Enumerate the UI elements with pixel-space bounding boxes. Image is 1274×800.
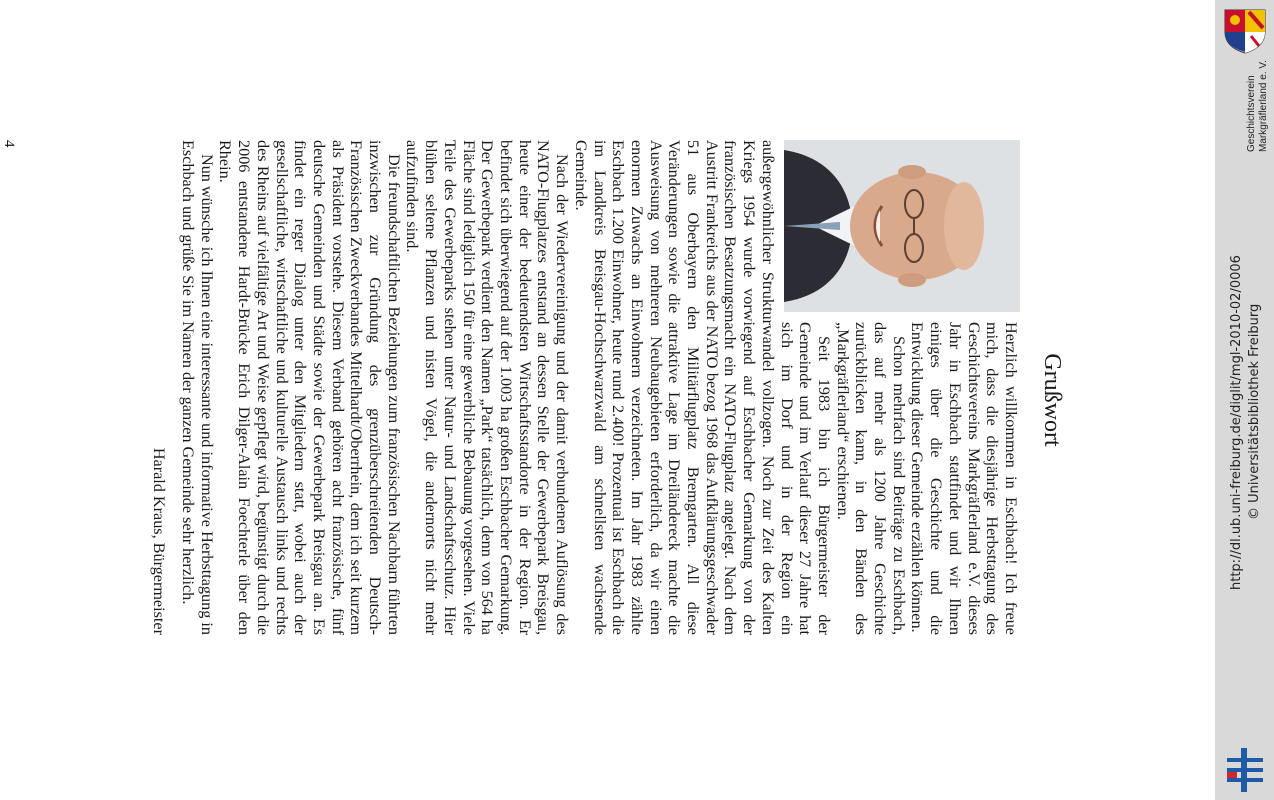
copyright-text: © Universitätsbibliothek Freiburg <box>1247 303 1262 520</box>
body-text <box>150 140 1020 635</box>
info-sidebar <box>1215 0 1274 800</box>
paragraph-5: Die freundschaftlichen Beziehungen zum französischen Nachbarn führten inzwischen zur Gründung des grenzüberschreitenden Deutsch-Französischen Zweckverbandes Mittelhardt/Oberrhein, dem ich seit kurzem als Präsident vorstehe. Diesem Verband gehören acht französische, fünf deutsche Gemeinden und Städte sowie der Gewerbepark Breisgau an. Es findet ein reger Dialog unter den Mitgliedern statt, wobei auch der gesellschaftliche, wirtschaftliche und kulturelle Austausch links und rechts des Rheins auf vielfältige Art und Weise gepflegt wird, begünstigt durch die 2006 entstandene Hardt-Brücke Erich Dilger-Alain Foechterle über den Rhein. <box>216 140 403 635</box>
paragraph-6: Nun wünsche ich Ihnen eine interessante und informative Herbsttagung in Eschbach und grüße Sie im Namen der ganzen Gemeinde sehr herzlich. <box>179 140 216 635</box>
portrait-illustration <box>784 140 1020 312</box>
paragraph-2: Schon mehrfach sind Beiträge zu Eschbach, das auf mehr als 1200 Jahre Geschichte zurückblicken kann, in den Bänden des „Markgräflerland“ erschienen. <box>833 322 908 635</box>
paragraph-1: Herzlich willkommen in Eschbach! Ich freue mich, dass die diesjährige Herbsttagung des Geschichtsvereins Markgräflerland e.V. dieses Jahr in Eschbach stattfindet und wir Ihnen einiges über die Geschichte und die Entwicklung dieser Gemeinde erzählen können. <box>908 322 1020 635</box>
paragraph-3: Seit 1983 bin ich Bürgermeister der Gemeinde und im Verlauf dieser 27 Jahre hat sich im Dorf und in der Region ein außergewöhnlicher Strukturwandel vollzogen. Noch zur Zeit des Kalten Kriegs 1954 wurde vorwiegend auf Eschbacher Gemarkung von der französischen Besatzungsmacht ein NATO-Flugplatz angelegt. Nach dem Austritt Frankreichs aus der NATO bezog 1968 das Aufklärungsgeschwader 51 aus Oberbayern den Militärflugplatz Bremgarten. All diese Veränderungen sowie die attraktive Lage im Dreiländereck machte die Ausweisung von mehreren Neubaugebieten erforderlich, da wir einen enormen Zuwachs an Einwohnern verzeichneten. Im Jahr 1983 zählte Eschbach 1.200 Einwohner, heute rund 2.400! Prozentual ist Eschbach die im Landkreis Breisgau-Hochschwarzwald am schnellsten wachsende Gemeinde. <box>571 140 833 635</box>
publisher-line-1: Geschichtsverein <box>1246 75 1257 152</box>
portrait-photo <box>784 140 1020 312</box>
signature: Harald Kraus, Bürgermeister <box>150 447 169 635</box>
paragraph-4: Nach der Wiedervereinigung und der damit verbundenen Auflösung des NATO-Flugplatzes entstand an dessen Stelle der Gewerbepark Breisgau, heute einer der bedeutendsten Wirtschaftsstandorte in der Region. Er befindet sich überwiegend auf der 1.003 ha großen Eschbacher Gemarkung. Der Gewerbepark verdient den Namen „Park“ tatsächlich, denn von 564 ha Fläche sind lediglich 150 für eine gewerbliche Bebauung vorgesehen. Viele Teile des Gewerbeparks stehen unter Natur- und Landschaftsschutz. Hier blühen seltene Pflanzen und nisten Vögel, die andernorts nicht mehr aufzufinden sind. <box>403 140 572 635</box>
page-title: Grußwort <box>1039 353 1065 447</box>
source-url-link[interactable]: http://dl.ub.uni-freiburg.de/diglit/mgl-2010-02/0006 <box>1229 255 1244 590</box>
university-library-logo-icon <box>1227 748 1263 792</box>
coat-of-arms-icon <box>1223 8 1267 54</box>
page-number: 4 <box>1 140 17 148</box>
publisher-line-2: Markgräflerland e. V. <box>1258 60 1269 152</box>
